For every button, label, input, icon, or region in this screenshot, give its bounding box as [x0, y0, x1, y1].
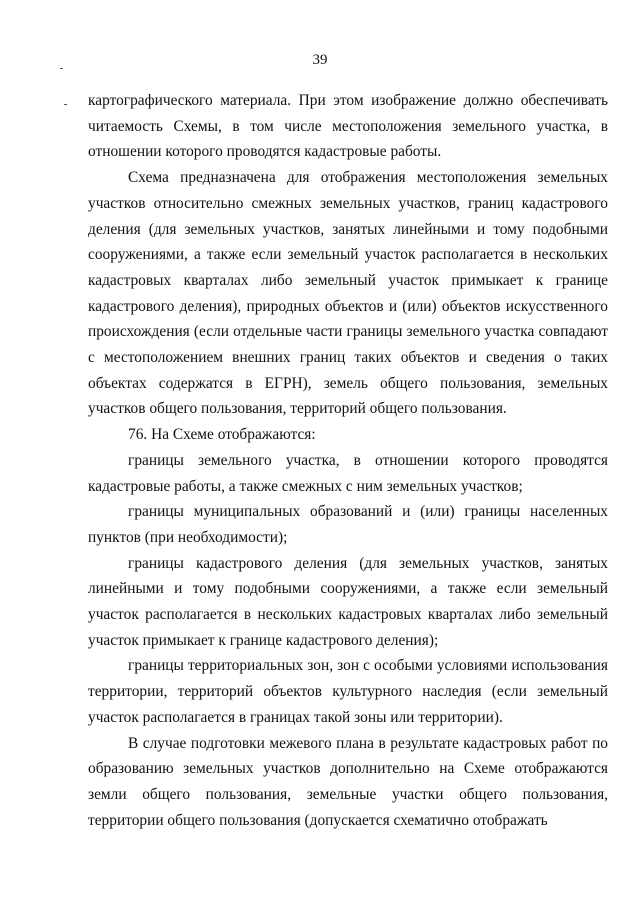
paragraph-scheme-purpose: Схема предназначена для отображения местоположения земельных участков относительно смежных земельных участков, границ кадастрового деления (для земельных участков, занятых линейными и тому подобными сооружениями, а также если земельный участок располагается в нескольких кадастровых кварталах либо земельный участок примыкает к границе кадастрового деления), природных объектов и (или) объектов искусственного происхождения (если отдельные части границы земельного участка совпадают с местоположением внешних границ таких объектов и сведения о таких объектах содержатся в ЕГРН), земель общего пользования, земельных участков общего пользования, территорий общего пользования. — [88, 169, 608, 418]
page-number: 39 — [312, 52, 328, 68]
list-item-territorial-zones: границы территориальных зон, зон с особыми условиями использования территории, территорий объектов культурного наследия (если земельный участок располагается в границах такой зоны или территории). — [88, 657, 608, 726]
scan-artifact — [64, 104, 67, 105]
clause-76-heading: 76. На Схеме отображаются: — [128, 426, 316, 444]
document-body — [88, 88, 608, 833]
list-item-parcel-boundaries: границы земельного участка, в отношении которого проводятся кадастровые работы, а также смежных с ним земельных участков; — [88, 451, 608, 495]
paragraph-land-formation: В случае подготовки межевого плана в результате кадастровых работ по образованию земельных участков дополнительно на Схеме отображаются земли общего пользования, земельные участки общего пользования, территории общего пользования (допускается схематично отображать — [88, 734, 608, 829]
list-item-municipal-boundaries: границы муниципальных образований и (или) границы населенных пунктов (при необходимости); — [88, 503, 608, 546]
scan-artifact — [60, 68, 63, 69]
paragraph-continuation: картографического материала. При этом изображение должно обеспечивать читаемость Схемы, в том числе местоположения земельного участка, в отношении которого проводятся кадастровые работы. — [88, 92, 608, 161]
list-item-cadastral-division: границы кадастрового деления (для земельных участков, занятых линейными и тому подобными сооружениями, а также если земельный участок располагается в нескольких кадастровых кварталах либо земельный участок примыкает к границе кадастрового деления); — [88, 554, 608, 649]
